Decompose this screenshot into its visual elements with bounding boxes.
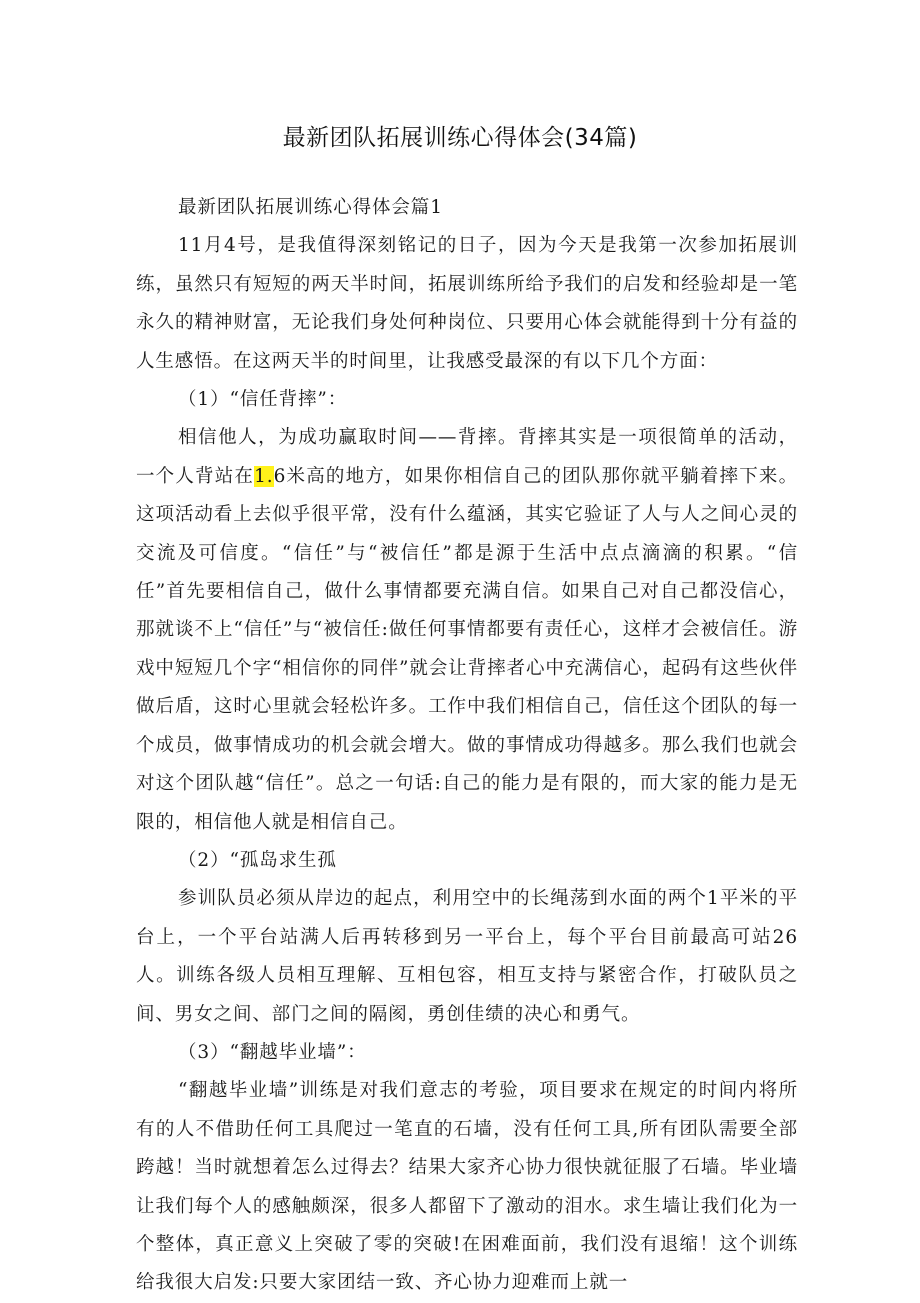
paragraph-text: 相信他人，为成功赢取时间——背摔。背摔其实是一项很简单的活动，一个人背站在 bbox=[136, 427, 798, 487]
section-heading-1: （1）“信任背摔”： bbox=[178, 389, 348, 411]
paragraph-graduation-wall: “翻越毕业墙”训练是对我们意志的考验，项目要求在规定的时间内将所有的人不借助任何工具爬过一笔直的石墙，没有任何工具,所有团队需要全部跨越！当时就想着怎么过得去？结果大家齐心协力很快就征服了石墙。毕业墙让我们每个人的感触颇深，很多人都留下了激动的泪水。求生墙让我们化为一个整体，真正意义上突破了零的突破!在困难面前，我们没有退缩！这个训练给我很大启发:只要大家团结一致、齐心协力迎难而上就一 bbox=[136, 1080, 798, 1294]
paragraph-text: 6米高的地方，如果你相信自己的团队那你就平躺着摔下来。这项活动看上去似乎很平常，没有什么蕴涵，其实它验证了人与人之间心灵的交流及可信度。“信任”与“被信任”都是源于生活中点点滴滴的积累。“信任”首先要相信自己，做什么事情都要充满自信。如果自己对自己都没信心，那就谈不上“信任”与“被信任:做任何事情都要有责任心，这样才会被信任。游戏中短短几个字“相信你的同伴”就会让背摔者心中充满信心，起码有这些伙伴做后盾，这时心里就会轻松许多。工作中我们相信自己，信任这个团队的每一个成员，做事情成功的机会就会增大。做的事情成功得越多。那么我们也就会对这个团队越“信任”。总之一句话:自己的能力是有限的，而大家的能力是无限的，相信他人就是相信自己。 bbox=[136, 465, 798, 833]
section-heading-3: （3）“翻越毕业墙”： bbox=[178, 1041, 367, 1063]
document-body bbox=[136, 189, 798, 1303]
intro-paragraph: 11月4号，是我值得深刻铭记的日子，因为今天是我第一次参加拓展训练，虽然只有短短的两天半时间，拓展训练所给予我们的启发和经验却是一笔永久的精神财富，无论我们身处何种岗位、只要用心体会就能得到十分有益的人生感悟。在这两天半的时间里，让我感受最深的有以下几个方面： bbox=[136, 235, 798, 372]
section-heading-2: （2）“孤岛求生孤 bbox=[178, 849, 337, 871]
paragraph-island-survival: 参训队员必须从岸边的起点，利用空中的长绳荡到水面的两个1平米的平台上，一个平台站满人后再转移到另一平台上，每个平台目前最高可站26人。训练各级人员相互理解、互相包容，相互支持与紧密合作，打破队员之间、男女之间、部门之间的隔阂，勇创佳绩的决心和勇气。 bbox=[136, 888, 798, 1025]
document-title: 最新团队拓展训练心得体会(34篇) bbox=[282, 125, 638, 151]
paragraph-trust-fall bbox=[136, 419, 798, 841]
highlighted-text: 1. bbox=[254, 465, 274, 487]
section-subtitle: 最新团队拓展训练心得体会篇1 bbox=[178, 197, 443, 218]
